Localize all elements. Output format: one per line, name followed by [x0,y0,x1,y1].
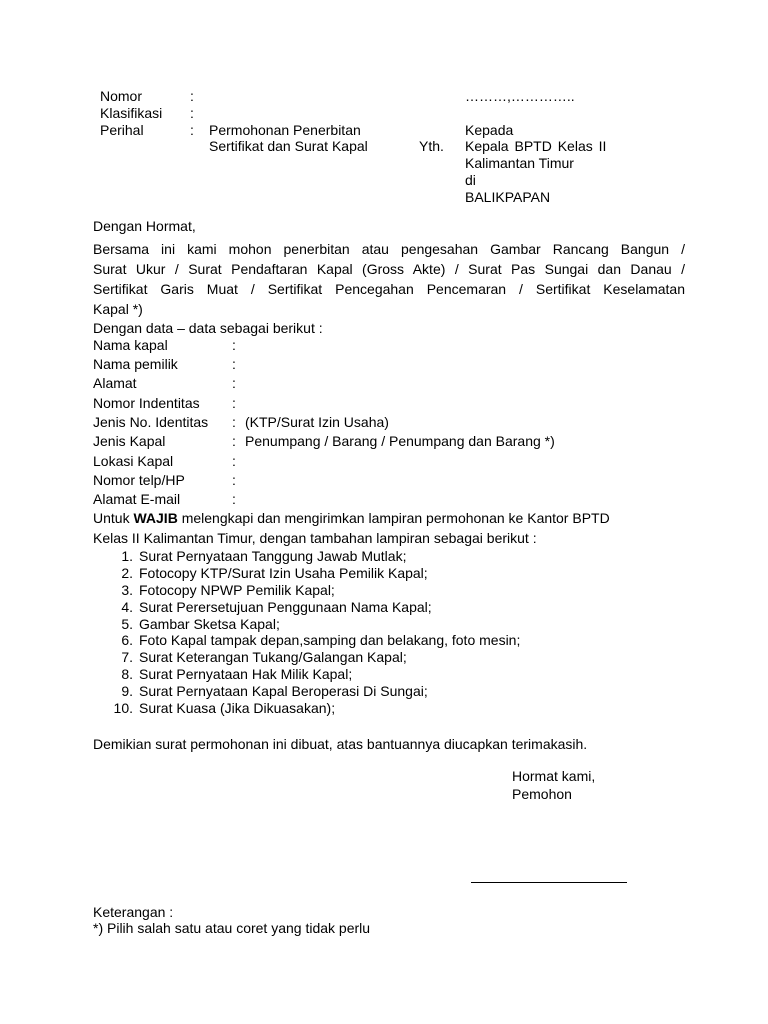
list-text: Surat Kuasa (Jika Dikuasakan); [139,700,336,716]
yth-label: Yth. [419,138,444,154]
field-colon: : [232,356,236,372]
recipient-line-1: Kepala BPTD Kelas II [465,138,607,154]
field-colon: : [232,337,236,353]
perihal-line-1: Permohonan Penerbitan [209,122,361,138]
kepada-label: Kepada [465,122,514,138]
list-text: Foto Kapal tampak depan,samping dan belakang, foto mesin; [139,632,521,648]
list-text: Surat Pernyataan Tanggung Jawab Mutlak; [139,548,407,564]
closing-sentence: Demikian surat permohonan ini dibuat, atas bantuannya diucapkan terimakasih. [93,736,588,752]
place-date: ………,………….. [465,88,575,104]
greeting: Dengan Hormat, [93,218,196,234]
field-label-nomor-identitas: Nomor Indentitas [93,395,200,411]
data-intro: Dengan data – data sebagai berikut : [93,320,323,336]
nomor-colon: : [190,88,194,104]
field-colon: : [232,375,236,391]
list-text: Surat Pernyataan Kapal Beroperasi Di Sungai; [139,683,428,699]
field-label-nama-pemilik: Nama pemilik [93,356,178,372]
wajib-after: melengkapi dan mengirimkan lampiran permohonan ke Kantor BPTD [177,510,610,526]
list-number: 3. [121,582,133,598]
field-colon: : [232,472,236,488]
list-text: Surat Pernyataan Hak Milik Kapal; [139,666,353,682]
field-label-nomor-telp: Nomor telp/HP [93,472,185,488]
signature-line [471,882,627,883]
list-number: 10. [113,700,133,716]
intro-line: Kapal *) [93,301,143,317]
field-value-jenis-kapal: Penumpang / Barang / Penumpang dan Barang *) [245,433,555,449]
list-number: 5. [121,616,133,632]
field-label-jenis-identitas: Jenis No. Identitas [93,414,209,430]
field-value-jenis-identitas: (KTP/Surat Izin Usaha) [245,414,389,430]
list-text: Surat Perersetujuan Penggunaan Nama Kapal; [139,599,432,615]
wajib-line-2: Kelas II Kalimantan Timur, dengan tambahan lampiran sebagai berikut : [93,530,537,546]
notes-text: *) Pilih salah satu atau coret yang tidak perlu [93,920,371,936]
list-number: 4. [121,599,133,615]
klasifikasi-colon: : [190,105,194,121]
recipient-city: BALIKPAPAN [465,189,551,205]
intro-line: Surat Ukur / Surat Pendaftaran Kapal (Gross Akte) / Surat Pas Sungai dan Danau / [93,261,685,277]
perihal-colon: : [190,122,194,138]
field-colon: : [232,491,236,507]
nomor-label: Nomor [100,88,143,104]
wajib-line-1 [93,511,610,525]
field-colon: : [232,453,236,469]
field-colon: : [232,395,236,411]
field-colon: : [232,414,236,430]
recipient-di: di [465,172,476,188]
signature-hormat: Hormat kami, [512,768,596,784]
list-number: 6. [121,632,133,648]
list-number: 7. [121,649,133,665]
list-number: 9. [121,683,133,699]
intro-line: Bersama ini kami mohon penerbitan atau pengesahan Gambar Rancang Bangun / [93,241,685,257]
field-colon: : [232,433,236,449]
wajib-before: Untuk [93,510,134,526]
list-text: Gambar Sketsa Kapal; [139,616,280,632]
klasifikasi-label: Klasifikasi [100,105,163,121]
field-label-jenis-kapal: Jenis Kapal [93,433,166,449]
list-text: Fotocopy NPWP Pemilik Kapal; [139,582,335,598]
field-label-lokasi-kapal: Lokasi Kapal [93,453,174,469]
notes-title: Keterangan : [93,904,174,920]
wajib-bold: WAJIB [133,510,178,526]
list-number: 2. [121,565,133,581]
perihal-label: Perihal [100,122,144,138]
perihal-line-2: Sertifikat dan Surat Kapal [209,138,368,154]
field-label-email: Alamat E-mail [93,491,181,507]
signature-pemohon: Pemohon [512,786,572,802]
recipient-line-2: Kalimantan Timur [465,155,574,171]
list-text: Surat Keterangan Tukang/Galangan Kapal; [139,649,407,665]
field-label-nama-kapal: Nama kapal [93,337,168,353]
list-number: 1. [121,548,133,564]
field-label-alamat: Alamat [93,375,137,391]
list-text: Fotocopy KTP/Surat Izin Usaha Pemilik Kapal; [139,565,428,581]
intro-line: Sertifikat Garis Muat / Sertifikat Pencegahan Pencemaran / Sertifikat Keselamatan [93,281,685,297]
list-number: 8. [121,666,133,682]
